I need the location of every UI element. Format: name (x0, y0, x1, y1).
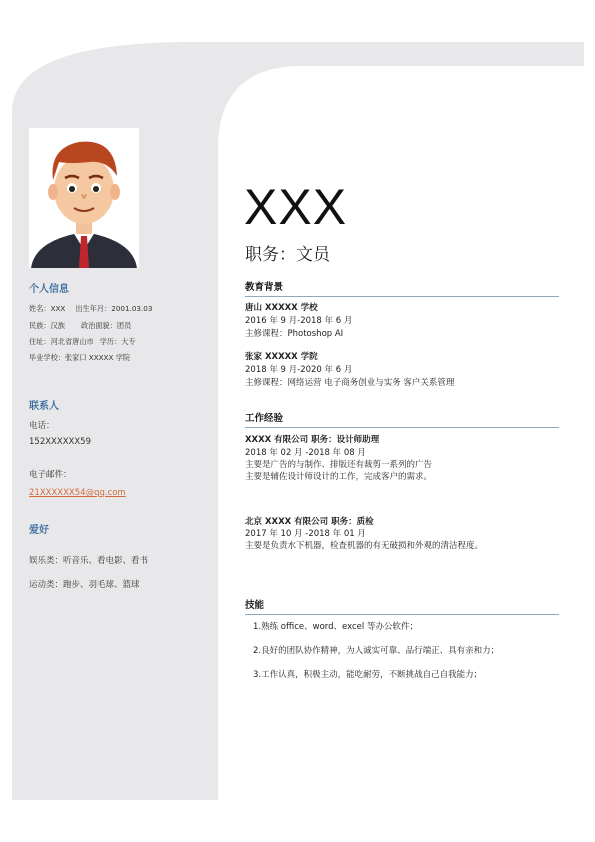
school-field: 毕业学校：张家口 XXXXX 学院 (29, 353, 131, 362)
personal-ethnic-line (29, 321, 131, 331)
work-title: 工作经验 (245, 410, 559, 428)
personal-info-title: 个人信息 (29, 284, 69, 295)
skills-title: 技能 (245, 597, 559, 615)
education-field: 学历：大专 (99, 337, 136, 346)
political-field: 政治面貌：团员 (80, 321, 132, 330)
job-role: 职务：文员 (245, 245, 330, 265)
work-company-1: XXXX 有限公司 职务：设计师助理 (245, 435, 380, 445)
skill-item-2: 2.良好的团队协作精神，为人诚实可靠、品行端正、具有亲和力； (253, 646, 500, 656)
skill-item-1: 1.熟练 office、word、excel 等办公软件； (253, 622, 418, 632)
birth-field: 出生年月：2001.03.03 (75, 304, 153, 313)
edu-period-1: 2016 年 9 月-2018 年 6 月 (245, 316, 353, 326)
hobby-title: 爱好 (29, 525, 49, 536)
cartoon-man-avatar-icon (29, 128, 139, 268)
education-title: 教育背景 (245, 279, 559, 297)
hobby-entertainment: 娱乐类：听音乐、看电影、看书 (29, 556, 149, 566)
phone-value: 152XXXXXX59 (29, 437, 91, 447)
page-title: XXX (244, 179, 348, 235)
edu-period-2: 2018 年 9 月-2020 年 6 月 (245, 365, 353, 375)
personal-name-line (29, 304, 152, 314)
hobby-sport: 运动类：跑步、羽毛球、篮球 (29, 580, 140, 590)
work-desc-1a: 主要是广告的与制作、排版还有裁剪一系列的广告 (245, 460, 433, 470)
name-field: 姓名：XXX (29, 304, 66, 313)
work-company-2: 北京 XXXX 有限公司 职务：质检 (245, 517, 374, 527)
edu-courses-1: 主修课程：Photoshop AI (245, 329, 344, 339)
avatar (29, 128, 139, 268)
work-period-1: 2018 年 02 月 -2018 年 08 月 (245, 448, 366, 458)
address-field: 住址：河北省唐山市 (29, 337, 94, 346)
work-period-2: 2017 年 10 月 -2018 年 01 月 (245, 529, 366, 539)
contact-title: 联系人 (29, 401, 59, 412)
edu-school-2: 张家 XXXXX 学院 (245, 352, 318, 362)
edu-school-1: 唐山 XXXXX 学校 (245, 303, 318, 313)
work-desc-1b: 主要是辅佐设计师设计的工作，完成客户的需求。 (245, 472, 433, 482)
edu-courses-2: 主修课程：网络运营 电子商务创业与实务 客户关系管理 (245, 378, 455, 388)
personal-address-line (29, 337, 136, 347)
work-desc-2: 主要是负责水下机器，检查机器的有无破损和外观的清洁程度。 (245, 541, 484, 551)
skill-item-3: 3.工作认真，积极主动，能吃耐劳，不断挑战自己自我能力； (253, 670, 483, 680)
email-label: 电子邮件： (29, 470, 72, 480)
email-link[interactable]: 21XXXXXX54@qq.com (29, 488, 126, 498)
ethnic-field: 民族：汉族 (29, 321, 65, 330)
phone-label: 电话： (29, 421, 55, 431)
